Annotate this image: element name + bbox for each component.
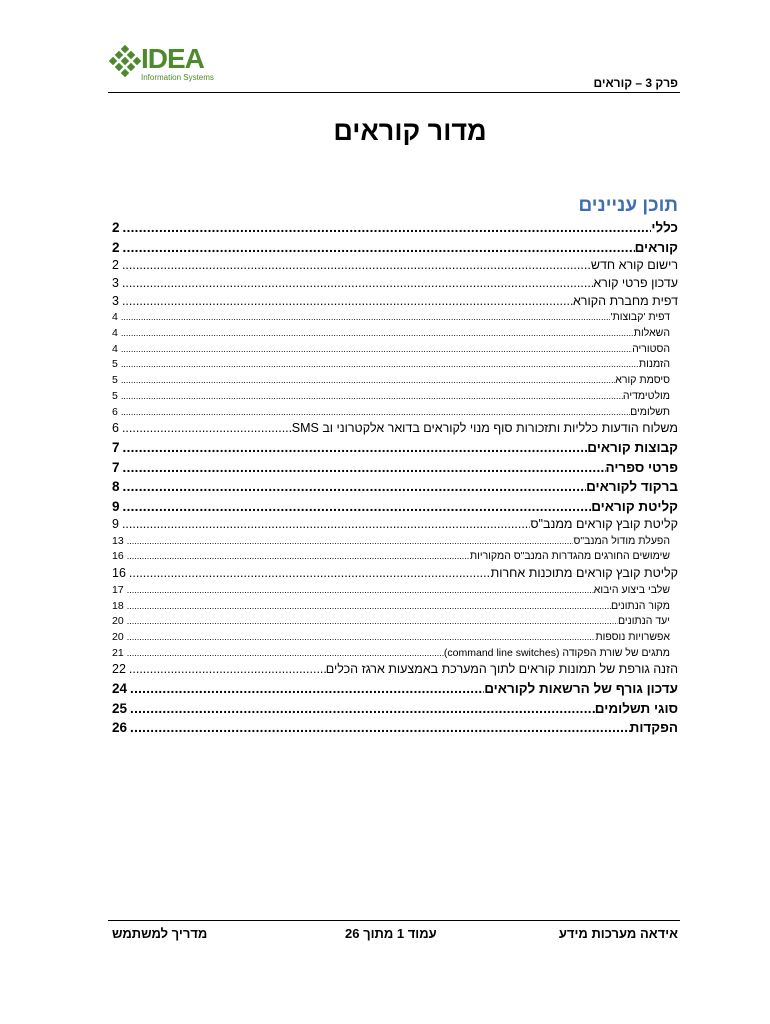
toc-entry-title: הפקדות [629,720,678,736]
toc-entry-title: מקור הנתונים [610,599,670,612]
toc-entry[interactable] [112,661,678,679]
toc-entry-page: 5 [112,374,118,387]
toc-dot-leader [127,534,574,550]
toc-entry-title: דפית 'קבוצות' [610,311,670,324]
toc-entry[interactable] [112,534,678,550]
toc-entry-page: 8 [112,479,120,494]
toc-dot-leader [130,718,630,738]
toc-entry[interactable] [112,373,678,389]
toc-dot-leader [127,549,470,565]
toc-entry[interactable] [112,310,678,326]
toc-dot-leader [130,699,595,719]
toc-entry-page: 3 [112,275,119,290]
chapter-header: פרק 3 – קוראים [593,76,678,90]
toc-entry-title: עדכון פרטי קורא [593,275,678,290]
toc-dot-leader [123,218,652,238]
toc-entry-page: 20 [112,615,124,628]
toc-entry[interactable] [112,389,678,405]
toc-entry-title: מתגים של שורת הפקודה (command line switches) [443,646,670,659]
toc-entry-page: 18 [112,599,124,612]
toc-dot-leader [127,646,444,662]
toc-entry[interactable] [112,405,678,421]
toc-entry-title: שימושים החורגים מהגדרות המנב"ס המקוריות [469,550,670,563]
toc-entry-title: יעד הנתונים [617,615,670,628]
toc-entry-page: 20 [112,631,124,644]
toc-entry-title: עדכון גורף של הרשאות לקוראים [484,681,678,697]
toc-entry-title: פרטי ספריה [605,459,678,475]
toc-entry-title: קבוצות קוראים [587,440,678,455]
toc-dot-leader [122,516,530,534]
toc-dot-leader [129,565,491,583]
toc-entry-page: 24 [112,681,128,697]
toc-entry-title: שלבי ביצוע היבוא [593,583,670,596]
toc-entry-title: רישום קורא חדש [590,258,678,272]
toc-entry[interactable] [112,275,678,293]
toc-entry-page: 2 [112,220,120,235]
toc-entry-page: 17 [112,583,124,596]
toc-dot-leader [122,293,573,311]
toc-entry[interactable] [112,477,678,497]
toc-entry-page: 2 [112,239,120,255]
toc-entry-title: הפעלת מודול המנב"ס [573,534,670,547]
toc-entry-page: 5 [112,389,118,402]
toc-entry[interactable] [112,420,678,438]
toc-entry-title: השאלות [633,327,670,340]
toc-dot-leader [129,661,326,679]
logo-subtitle: Information Systems [141,73,214,82]
logo-diamond-icon [108,44,142,84]
toc-entry[interactable] [112,516,678,534]
toc-entry-title: קוראים [634,239,678,255]
toc-entry[interactable] [112,583,678,599]
toc-dot-leader [121,326,634,342]
toc-entry-title: קליטת קובץ קוראים ממנב"ס [530,517,678,531]
toc-dot-leader [127,614,618,630]
table-of-contents [112,218,678,738]
toc-dot-leader [123,438,588,458]
toc-entry-page: 4 [112,311,118,324]
footer-page-info: עמוד 1 מתוך 26 [345,926,437,941]
toc-dot-leader [122,275,593,293]
toc-entry-title: קליטת קובץ קוראים מתוכנות אחרות [490,566,678,581]
toc-entry-page: 4 [112,342,118,355]
toc-entry[interactable] [112,630,678,646]
toc-heading: תוכן עניינים [578,195,678,216]
toc-entry-page: 6 [112,421,119,436]
toc-entry-title: אפשרויות נוספות [595,631,670,644]
toc-entry[interactable] [112,699,678,719]
toc-entry[interactable] [112,497,678,517]
toc-dot-leader [121,373,615,389]
toc-dot-leader [122,420,292,438]
toc-entry-page: 16 [112,550,124,563]
toc-entry-page: 6 [112,405,118,418]
toc-entry-page: 2 [112,258,119,272]
toc-entry-page: 4 [112,327,118,340]
toc-dot-leader [121,310,611,326]
toc-dot-leader [123,497,592,517]
toc-entry-title: כללי [651,220,678,235]
toc-dot-leader [123,238,635,258]
toc-entry-page: 7 [112,440,120,455]
toc-dot-leader [127,583,594,599]
toc-entry[interactable] [112,614,678,630]
toc-dot-leader [127,630,596,646]
toc-entry-page: 25 [112,700,128,716]
toc-entry[interactable] [112,257,678,275]
toc-dot-leader [121,389,623,405]
toc-entry-page: 3 [112,293,119,308]
toc-entry-title: תשלומים [630,405,670,418]
toc-entry[interactable] [112,326,678,342]
toc-entry[interactable] [112,599,678,615]
logo-wordmark: IDEA [141,43,204,74]
toc-entry-page: 13 [112,534,124,547]
toc-entry-title: קליטת קוראים [591,498,678,514]
toc-entry-title: ברקוד לקוראים [586,479,678,494]
toc-entry[interactable] [112,549,678,565]
toc-entry[interactable] [112,218,678,238]
toc-entry-page: 26 [112,720,128,736]
page-title: מדור קוראים [333,116,487,146]
toc-entry-title: סיסמת קורא [615,374,670,387]
toc-dot-leader [121,357,639,373]
toc-entry-title: הסטוריה [632,342,670,355]
toc-entry[interactable] [112,238,678,258]
toc-entry[interactable] [112,357,678,373]
header-divider [108,92,680,93]
toc-entry-page: 21 [112,646,124,659]
toc-entry-page: 9 [112,517,119,531]
toc-entry-page: 7 [112,459,120,475]
footer-doc-name: מדריך למשתמש [112,926,208,941]
toc-entry[interactable] [112,458,678,478]
toc-entry[interactable] [112,293,678,311]
toc-entry-title: הזמנות [638,358,670,371]
toc-dot-leader [127,599,611,615]
toc-entry-page: 5 [112,358,118,371]
toc-dot-leader [123,458,606,478]
toc-entry-title: הזנה גורפת של תמונות קוראים לתוך המערכת באמצעות ארגז הכלים [325,662,678,677]
toc-dot-leader [122,257,591,275]
toc-entry[interactable] [112,342,678,358]
footer-divider [108,920,680,921]
toc-entry-title: מולטימדיה [622,389,670,402]
toc-dot-leader [123,477,587,497]
company-logo [108,44,218,84]
toc-dot-leader [121,405,630,421]
toc-entry-page: 9 [112,498,120,514]
toc-entry-page: 16 [112,566,126,581]
toc-entry-title: דפית מחברת הקורא [572,293,678,308]
toc-dot-leader [121,342,632,358]
toc-entry-title: משלוח הודעות כלליות ותזכורות סוף מנוי לקוראים בדואר אלקטרוני וב SMS [291,421,678,436]
toc-entry[interactable] [112,679,678,699]
toc-entry[interactable] [112,718,678,738]
toc-entry-page: 22 [112,662,126,677]
toc-entry-title: סוגי תשלומים [594,700,678,716]
toc-entry[interactable] [112,438,678,458]
toc-dot-leader [130,679,484,699]
toc-entry[interactable] [112,565,678,583]
footer-company: אידאה מערכות מידע [558,926,678,941]
toc-entry[interactable] [112,646,678,662]
